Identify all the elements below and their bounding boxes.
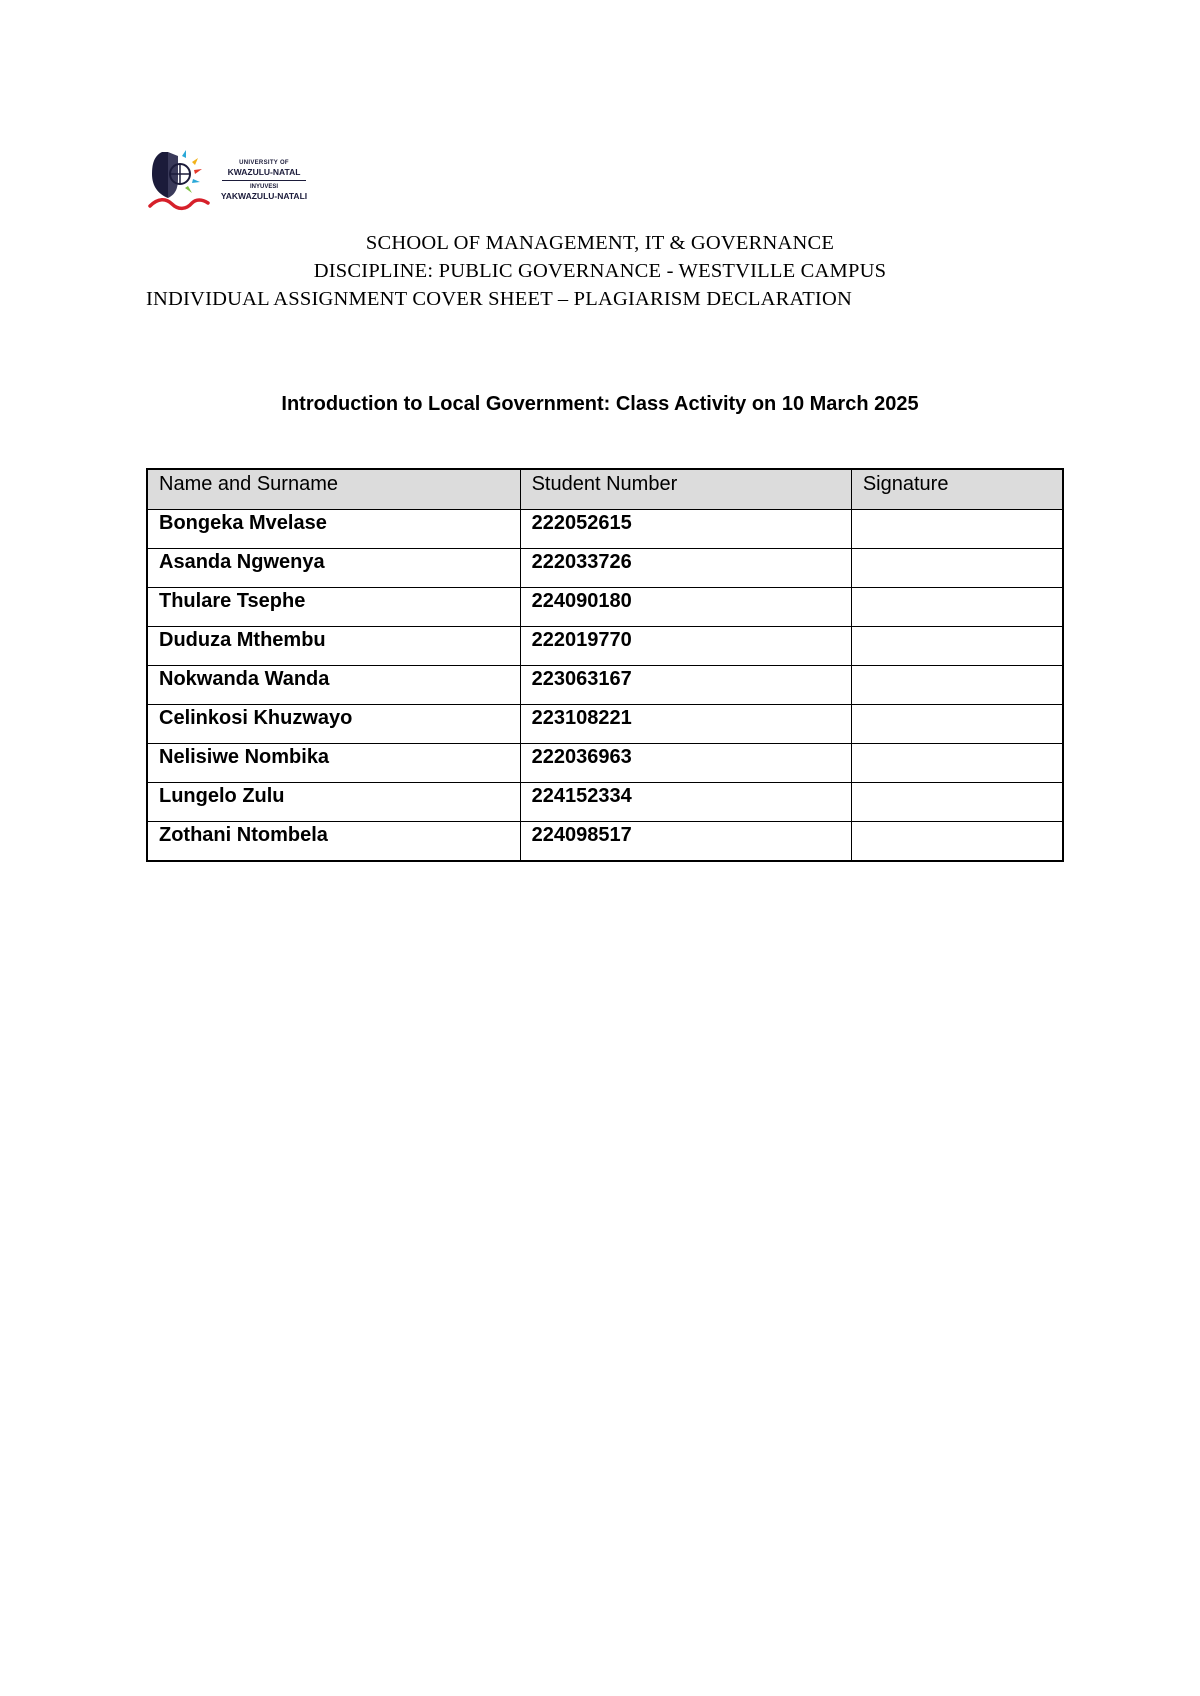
student-name: Bongeka Mvelase: [147, 510, 520, 549]
student-number: 224152334: [520, 783, 851, 822]
discipline-heading: DISCIPLINE: PUBLIC GOVERNANCE - WESTVILLE CAMPUS: [313, 260, 887, 282]
logo-line-3: INYUVESI: [249, 183, 278, 190]
student-number: 222052615: [520, 510, 851, 549]
student-number: 222036963: [520, 744, 851, 783]
university-crest-icon: [148, 148, 210, 214]
school-heading: SCHOOL OF MANAGEMENT, IT & GOVERNANCE: [365, 232, 835, 254]
student-name: Duduza Mthembu: [147, 627, 520, 666]
table-row: [147, 744, 1063, 783]
table-row: [147, 588, 1063, 627]
student-number: 222033726: [520, 549, 851, 588]
table-header-row: [147, 469, 1063, 510]
signature-cell: [851, 510, 1063, 549]
logo-line-1: UNIVERSITY OF: [239, 160, 289, 166]
table-row: [147, 549, 1063, 588]
column-header-name: Name and Surname: [147, 469, 520, 510]
logo-divider: [222, 180, 306, 181]
signature-cell: [851, 549, 1063, 588]
student-name: Thulare Tsephe: [147, 588, 520, 627]
student-name: Zothani Ntombela: [147, 822, 520, 862]
signature-cell: [851, 705, 1063, 744]
student-name: Nelisiwe Nombika: [147, 744, 520, 783]
university-logo: [148, 148, 308, 214]
table-row: [147, 510, 1063, 549]
student-name: Asanda Ngwenya: [147, 549, 520, 588]
signature-cell: [851, 783, 1063, 822]
signature-cell: [851, 666, 1063, 705]
signature-cell: [851, 744, 1063, 783]
university-wordmark: [218, 160, 310, 200]
signature-cell: [851, 588, 1063, 627]
table-row: [147, 705, 1063, 744]
activity-title: Introduction to Local Government: Class Activity on 10 March 2025: [281, 393, 919, 415]
table-row: [147, 666, 1063, 705]
signature-cell: [851, 822, 1063, 862]
student-name: Celinkosi Khuzwayo: [147, 705, 520, 744]
column-header-signature: Signature: [851, 469, 1063, 510]
student-number: 222019770: [520, 627, 851, 666]
student-number: 223108221: [520, 705, 851, 744]
signature-cell: [851, 627, 1063, 666]
student-table: [146, 468, 1064, 862]
table-row: [147, 822, 1063, 862]
table-row: [147, 627, 1063, 666]
cover-sheet-heading: INDIVIDUAL ASSIGNMENT COVER SHEET – PLAGIARISM DECLARATION: [146, 288, 852, 310]
student-name: Lungelo Zulu: [147, 783, 520, 822]
student-number: 223063167: [520, 666, 851, 705]
logo-line-4: YAKWAZULU-NATALI: [220, 190, 308, 201]
student-name: Nokwanda Wanda: [147, 666, 520, 705]
student-number: 224090180: [520, 588, 851, 627]
column-header-student-number: Student Number: [520, 469, 851, 510]
logo-line-2: KWAZULU-NATAL: [227, 167, 301, 177]
table-row: [147, 783, 1063, 822]
student-number: 224098517: [520, 822, 851, 862]
